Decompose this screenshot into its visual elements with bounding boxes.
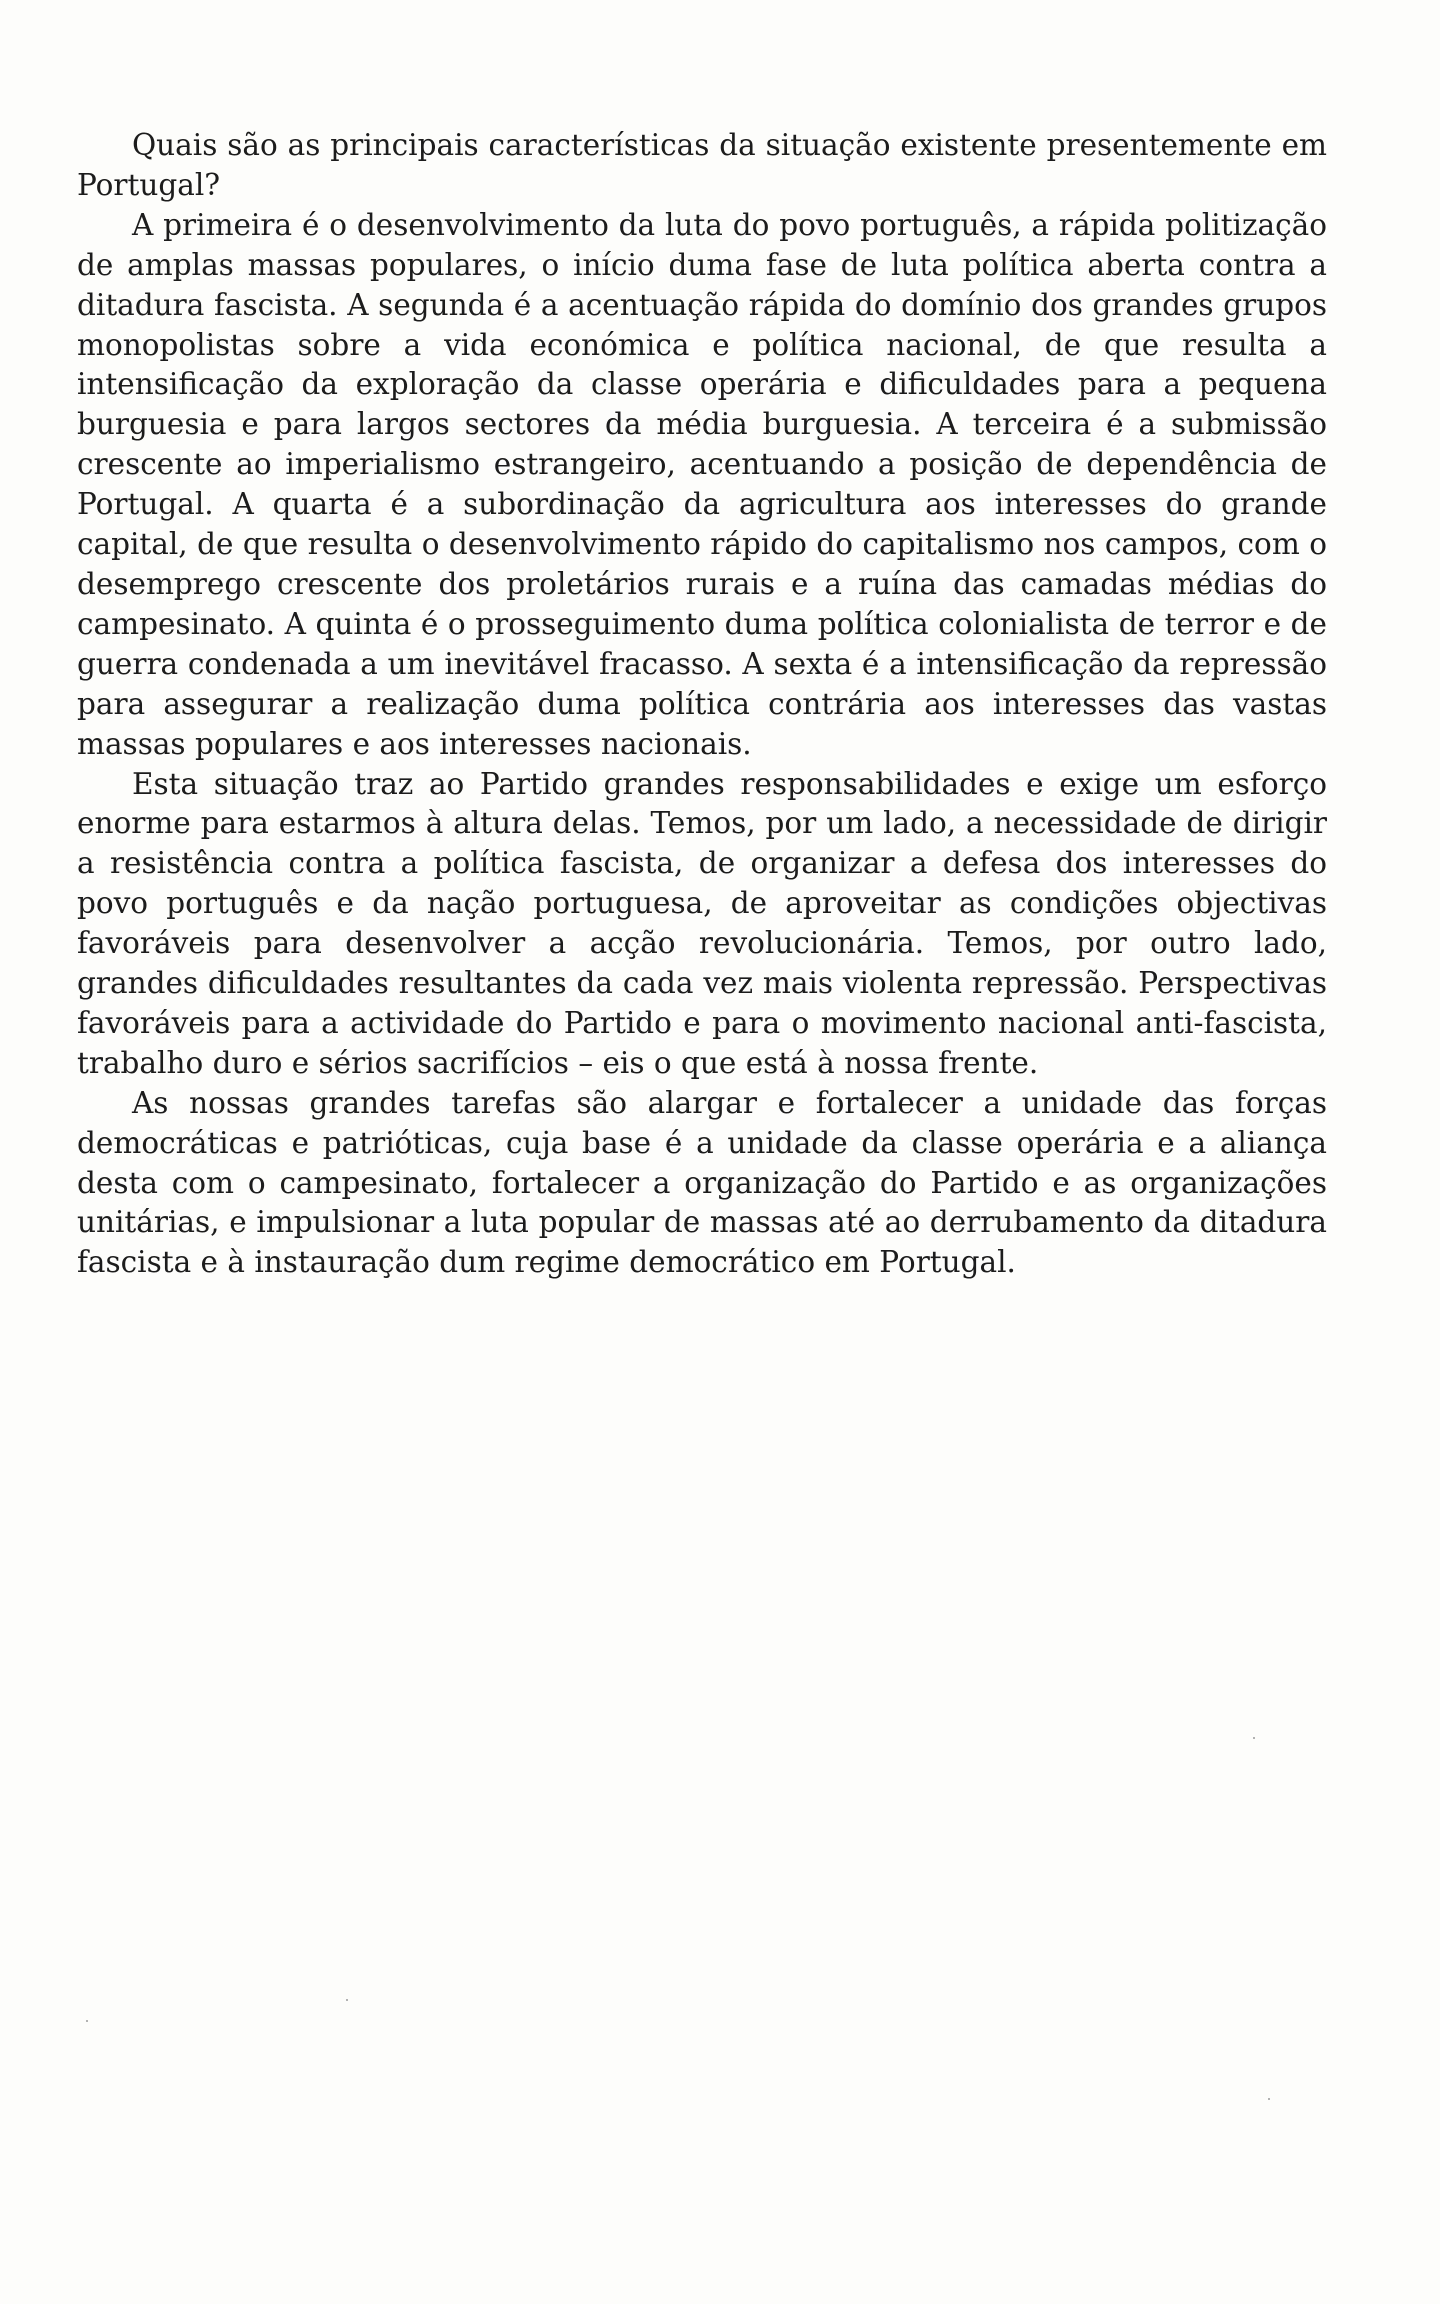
scan-speck bbox=[346, 1999, 348, 2001]
scan-speck bbox=[1268, 2098, 1270, 2100]
paragraph-tasks: As nossas grandes tarefas são alargar e fortalecer a unidade das forças democráticas e patrióticas, cuja base é a unidade da classe operária e a aliança desta com o campesinato, fortalecer a organização do Partido e as organizações unitárias, e impulsionar a luta popular de massas até ao derrubamento da ditadura fascista e à instauração dum regime democrático em Portugal. bbox=[77, 1085, 1327, 1280]
paragraph-responsibilities: Esta situação traz ao Partido grandes responsabilidades e exige um esforço enorme para estarmos à altura delas. Temos, por um lado, a necessidade de dirigir a resistência contra a política fascista, de organizar a defesa dos interesses do povo português e da nação portuguesa, de aproveitar as condições objectivas favoráveis para desenvolver a acção revolucionária. Temos, por outro lado, grandes dificuldades resultantes da cada vez mais violenta repressão. Perspectivas favoráveis para a actividade do Partido e para o movimento nacional anti-fascista, trabalho duro e sérios sacrifícios – eis o que está à nossa frente. bbox=[77, 766, 1327, 1080]
paragraph-question: Quais são as principais características da situação existente presentemente em Portugal? bbox=[77, 128, 1327, 202]
paragraph-characteristics: A primeira é o desenvolvimento da luta do povo português, a rápida politização de amplas massas populares, o início duma fase de luta política aberta contra a ditadura fascista. A segunda é a acentuação rápida do domínio dos grandes grupos monopolistas sobre a vida económica e política nacional, de que resulta a intensificação da exploração da classe operária e dificuldades para a pequena burguesia e para largos sectores da média burguesia. A terceira é a submissão crescente ao imperialismo estrangeiro, acentuando a posição de dependência de Portugal. A quarta é a subordinação da agricultura aos interesses do grande capital, de que resulta o desenvolvimento rápido do capitalismo nos campos, com o desemprego crescente dos proletários rurais e a ruína das camadas médias do campesinato. A quinta é o prosseguimento duma política colonialista de terror e de guerra condenada a um inevitável fracasso. A sexta é a intensificação da repressão para assegurar a realização duma política contrária aos interesses das vastas massas populares e aos interesses nacionais. bbox=[77, 207, 1327, 761]
scan-speck bbox=[1253, 1737, 1255, 1739]
body-text bbox=[77, 126, 1327, 1283]
scan-speck bbox=[86, 2020, 88, 2022]
